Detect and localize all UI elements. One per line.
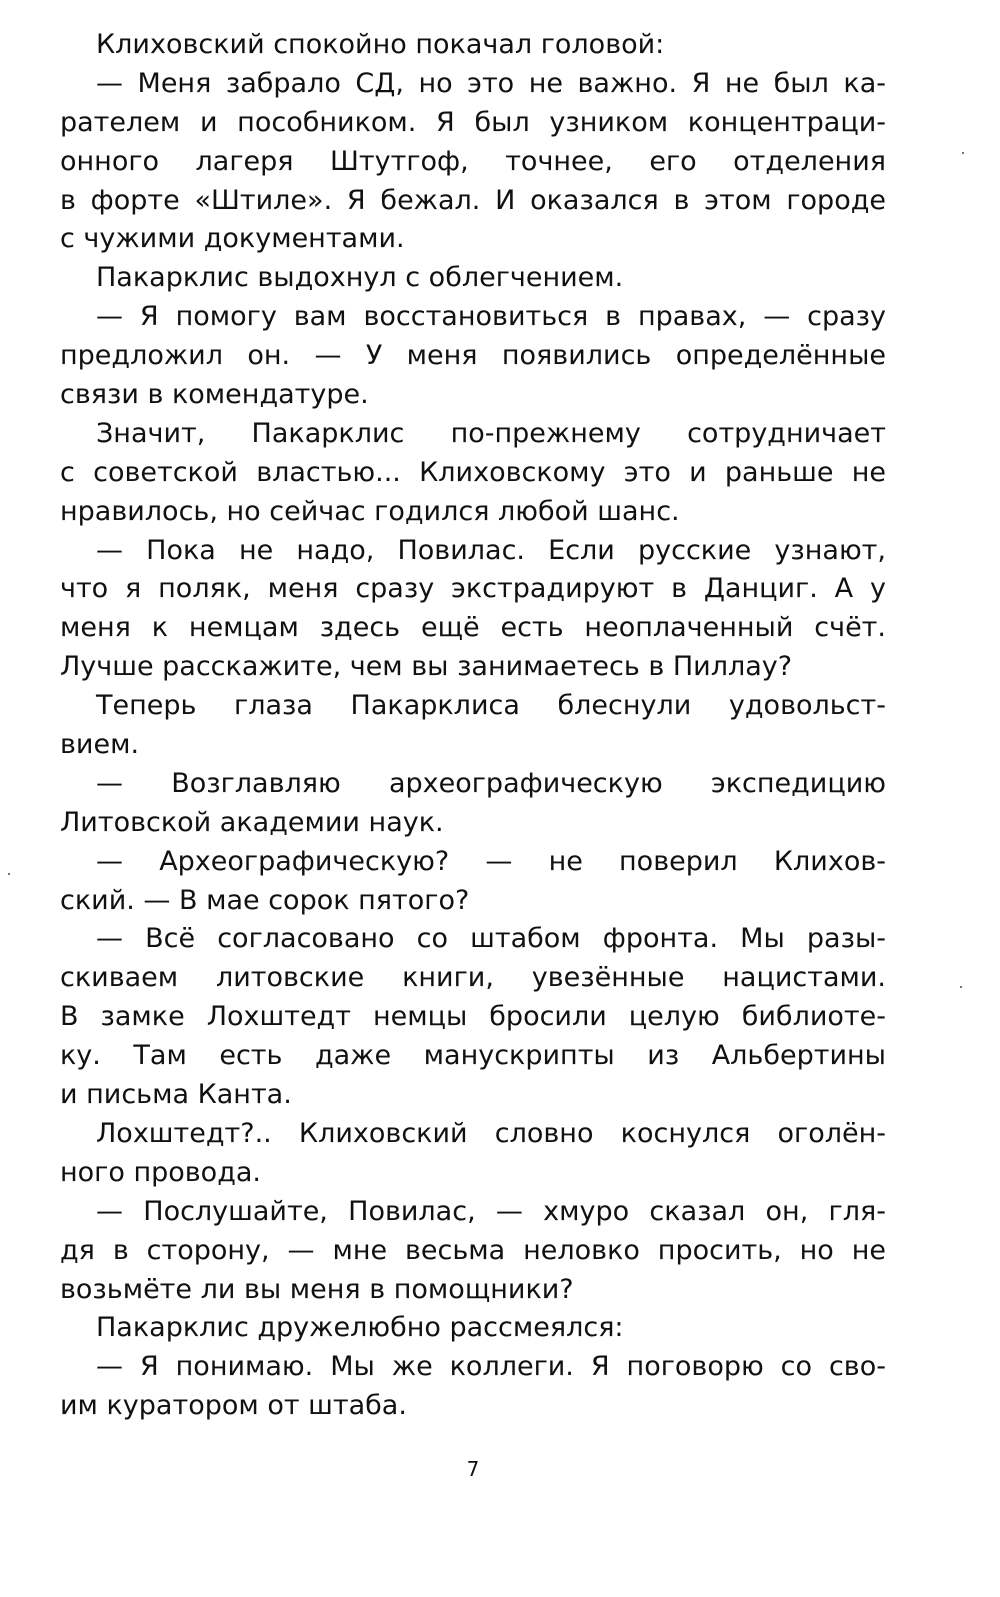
scan-speck — [8, 873, 10, 875]
scan-speck — [962, 152, 964, 154]
text-line: Клиховский спокойно покачал головой: — [96, 29, 665, 60]
text-line: скиваем литовские книги, увезённые нацистами. — [60, 962, 886, 994]
scan-speck — [960, 986, 962, 988]
text-line: связи в комендатуре. — [60, 379, 369, 411]
text-line: ский. — В мае сорок пятого? — [60, 884, 470, 916]
text-line: и письма Канта. — [60, 1079, 292, 1111]
text-line: Лучше расскажите, чем вы занимаетесь в Пиллау? — [60, 651, 793, 683]
text-line: предложил он. — У меня появились определённые — [60, 340, 886, 372]
text-line: возьмёте ли вы меня в помощники? — [60, 1273, 574, 1305]
text-line: в форте «Штиле». Я бежал. И оказался в этом городе — [60, 184, 886, 216]
text-line: — Меня забрало СД, но это не важно. Я не был ка- — [96, 67, 886, 99]
text-line: — Пока не надо, Повилас. Если русские узнают, — [96, 534, 886, 566]
text-line: — Археографическую? — не поверил Клихов- — [96, 845, 886, 877]
text-line: — Всё согласовано со штабом фронта. Мы разы- — [96, 923, 886, 955]
text-line: — Послушайте, Повилас, — хмуро сказал он, гля- — [96, 1195, 886, 1227]
text-line: с чужими документами. — [60, 223, 405, 255]
text-line: Значит, Пакарклис по-прежнему сотрудничает — [96, 417, 886, 449]
page-text — [60, 26, 886, 1426]
text-line: онного лагеря Штутгоф, точнее, его отделения — [60, 145, 886, 177]
text-line: Литовской академии наук. — [60, 806, 444, 838]
text-line: меня к немцам здесь ещё есть неоплаченный счёт. — [60, 612, 886, 644]
text-line: — Я помогу вам восстановиться в правах, — сразу — [96, 301, 886, 333]
text-line: — Я понимаю. Мы же коллеги. Я поговорю со сво- — [96, 1351, 886, 1383]
text-line: В замке Лохштедт немцы бросили целую библиоте- — [60, 1001, 886, 1033]
text-line: вием. — [60, 729, 140, 761]
text-line: что я поляк, меня сразу экстрадируют в Данциг. А у — [60, 573, 886, 605]
text-line: Пакарклис дружелюбно рассмеялся: — [96, 1312, 624, 1344]
text-line: ку. Там есть даже манускрипты из Альбертины — [60, 1040, 886, 1072]
text-line: Теперь глаза Пакарклиса блеснули удовольст- — [96, 690, 886, 722]
text-line: с советской властью... Клиховскому это и раньше не — [60, 456, 886, 488]
text-line: нравилось, но сейчас годился любой шанс. — [60, 495, 680, 527]
text-line: ного провода. — [60, 1156, 261, 1188]
text-line: им куратором от штаба. — [60, 1390, 407, 1422]
text-line: Пакарклис выдохнул с облегчением. — [96, 262, 624, 294]
page-number: 7 — [466, 1457, 480, 1481]
text-line: дя в сторону, — мне весьма неловко просить, но не — [60, 1234, 886, 1266]
text-line: — Возглавляю археографическую экспедицию — [96, 767, 886, 799]
text-line: рателем и пособником. Я был узником концентраци- — [60, 106, 886, 138]
text-line: Лохштедт?.. Клиховский словно коснулся оголён- — [96, 1117, 886, 1149]
